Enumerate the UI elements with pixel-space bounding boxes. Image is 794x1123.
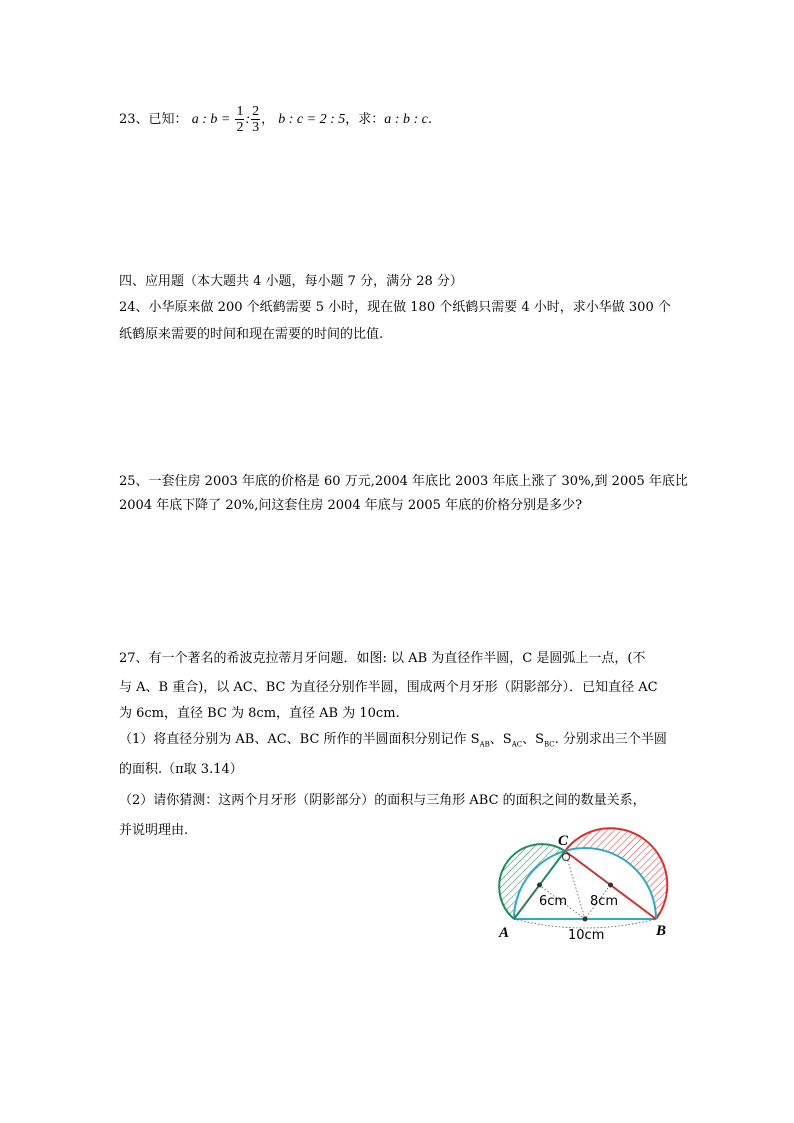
q27-line-1: 27、有一个著名的希波克拉蒂月牙问题．如图: 以 AB 为直径作半圆，C 是圆弧上一点，(不 bbox=[119, 651, 646, 666]
label-8cm: 8cm bbox=[590, 894, 619, 909]
label-10cm: 10cm bbox=[568, 928, 605, 943]
q23-colon: : bbox=[245, 112, 251, 127]
q23-line bbox=[119, 104, 432, 135]
q27-line-2: 与 A、B 重合)，以 AC、BC 为直径分别作半圆，围成两个月牙形（阴影部分）．已知直径 AC bbox=[119, 680, 658, 695]
q27-part1-line-2: 的面积.（π取 3.14） bbox=[119, 762, 243, 777]
q23-ask: ，求： bbox=[345, 112, 385, 127]
q27-part2-line-2: 并说明理由. bbox=[119, 823, 189, 838]
q23-fraction-2: $\frac{2}{3}$ bbox=[252, 104, 260, 135]
section-4-heading: 四、应用题（本大题共 4 小题，每小题 7 分，满分 28 分） bbox=[119, 274, 463, 289]
q23-expr3: a : b : c bbox=[384, 112, 428, 127]
q23-end: . bbox=[427, 112, 432, 127]
q27-part1-line-1: （1）将直径分别为 AB、AC、BC 所作的半圆面积分别记作 $S_{AB}$、$S_{AC}$、$S_{BC}$. 分别求出三个半圆 bbox=[119, 732, 667, 749]
q23-fraction-1: $\frac{1}{2}$ bbox=[236, 104, 244, 135]
q23-sep: ， bbox=[261, 112, 275, 127]
q24-line-1: 24、小华原来做 200 个纸鹤需要 5 小时，现在做 180 个纸鹤只需要 4 小时，求小华做 300 个 bbox=[119, 300, 671, 315]
q25-line-1: 25、一套住房 2003 年底的价格是 60 万元,2004 年底比 2003 年底上涨了 30%,到 2005 年底比 bbox=[119, 474, 688, 489]
midpoint-bc bbox=[608, 883, 613, 888]
q23-prefix: 23、已知： bbox=[119, 112, 188, 127]
label-b: B bbox=[656, 923, 667, 939]
q27-part2-line-1: （2）请你猜测：这两个月牙形（阴影部分）的面积与三角形 ABC 的面积之间的数量关系， bbox=[119, 793, 646, 808]
q23-expr2: b : c = 2 : 5 bbox=[278, 112, 346, 127]
label-c: C bbox=[558, 833, 569, 849]
q24-line-2: 纸鹤原来需要的时间和现在需要的时间的比值. bbox=[119, 327, 384, 342]
q27-line-3: 为 6cm，直径 BC 为 8cm，直径 AB 为 10cm. bbox=[119, 706, 400, 721]
midpoint-ac bbox=[537, 883, 542, 888]
q25-line-2: 2004 年底下降了 20%,问这套住房 2004 年底与 2005 年底的价格分别是多少? bbox=[119, 498, 583, 513]
midpoint-ab bbox=[583, 917, 588, 922]
label-6cm: 6cm bbox=[539, 894, 568, 909]
label-a: A bbox=[499, 925, 510, 941]
lune-figure bbox=[492, 825, 682, 945]
q23-expr1: a : b = bbox=[191, 112, 231, 127]
right-angle-marker bbox=[563, 854, 570, 861]
